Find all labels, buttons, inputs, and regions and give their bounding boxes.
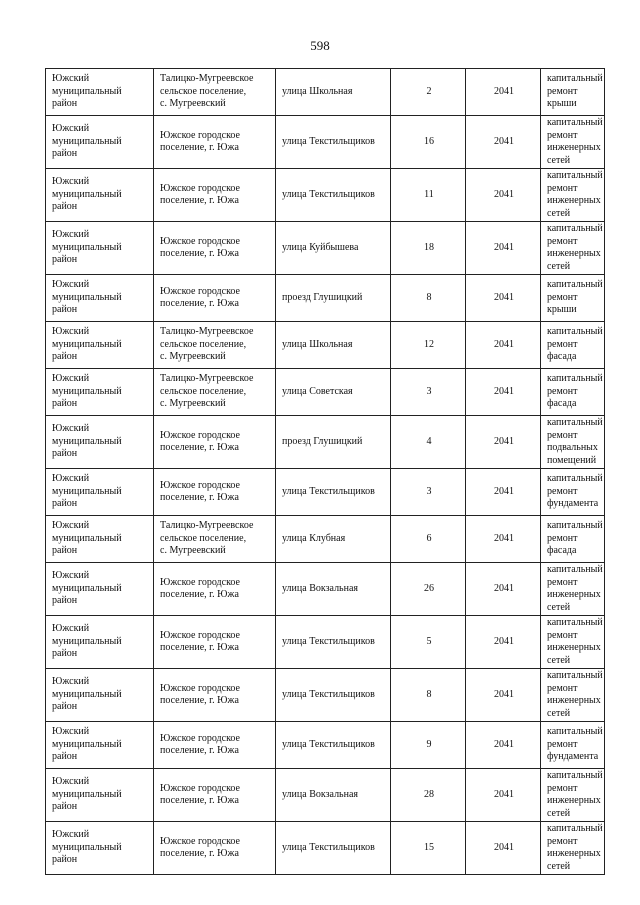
- settlement-cell: [154, 369, 276, 416]
- settlement-cell-line: Южское городское: [160, 129, 240, 141]
- district-cell-line: Южский: [52, 423, 90, 435]
- year-cell: 2041: [466, 516, 541, 563]
- district-cell-line: Южский: [52, 726, 90, 738]
- house-number-cell: 5: [391, 616, 466, 669]
- work-type-cell-line: капитальный: [547, 170, 603, 181]
- table-row: [46, 322, 605, 369]
- house-number-cell: 4: [391, 416, 466, 469]
- house-number-cell: 9: [391, 722, 466, 769]
- settlement-cell-line: поселение, г. Южа: [160, 695, 239, 706]
- work-type-cell-line: инженерных: [547, 848, 601, 859]
- work-type-cell-line: сетей: [547, 707, 571, 719]
- district-cell-line: муниципальный: [52, 135, 122, 147]
- work-type-cell-line: инженерных: [547, 142, 601, 153]
- repair-schedule-table: [45, 68, 605, 875]
- district-cell: [46, 769, 154, 822]
- settlement-cell-line: поселение, г. Южа: [160, 589, 239, 600]
- settlement-cell-line: Южское городское: [160, 682, 240, 694]
- settlement-cell: [154, 275, 276, 322]
- work-type-cell-line: инженерных: [547, 695, 601, 706]
- district-cell: [46, 616, 154, 669]
- settlement-cell: [154, 169, 276, 222]
- district-cell-line: район: [52, 801, 78, 813]
- year-cell: 2041: [466, 116, 541, 169]
- settlement-cell-line: Южское городское: [160, 576, 240, 588]
- district-cell-line: Южский: [52, 776, 90, 788]
- table-row: [46, 169, 605, 222]
- district-cell-line: муниципальный: [52, 85, 122, 97]
- district-cell-line: Южский: [52, 123, 90, 135]
- district-cell: [46, 416, 154, 469]
- work-type-cell-line: капитальный: [547, 770, 603, 781]
- settlement-cell-line: Южское городское: [160, 732, 240, 744]
- year-cell: 2041: [466, 722, 541, 769]
- house-number-cell: 26: [391, 563, 466, 616]
- work-type-cell-line: капитальный: [547, 617, 603, 628]
- house-number-cell: 15: [391, 822, 466, 875]
- work-type-cell-line: капитальный: [547, 670, 603, 681]
- street-cell: улица Куйбышева: [276, 222, 391, 275]
- district-cell: [46, 322, 154, 369]
- street-cell: улица Школьная: [276, 69, 391, 116]
- work-type-cell: [541, 369, 605, 416]
- district-cell-line: район: [52, 751, 78, 763]
- settlement-cell-line: Южское городское: [160, 235, 240, 247]
- house-number-cell: 28: [391, 769, 466, 822]
- year-cell: 2041: [466, 616, 541, 669]
- district-cell: [46, 116, 154, 169]
- district-cell-line: Южский: [52, 176, 90, 188]
- district-cell-line: Южский: [52, 279, 90, 291]
- street-cell: улица Текстильщиков: [276, 822, 391, 875]
- work-type-cell-line: капитальный: [547, 726, 603, 738]
- table-row: [46, 222, 605, 275]
- settlement-cell: [154, 722, 276, 769]
- year-cell: 2041: [466, 669, 541, 722]
- work-type-cell: [541, 769, 605, 822]
- table-row: [46, 616, 605, 669]
- district-cell-line: район: [52, 398, 78, 410]
- work-type-cell-line: сетей: [547, 860, 571, 872]
- work-type-cell: [541, 469, 605, 516]
- settlement-cell-line: Южское городское: [160, 782, 240, 794]
- page-number: 598: [310, 38, 330, 53]
- settlement-cell-line: сельское поселение,: [160, 532, 247, 544]
- table-row: [46, 822, 605, 875]
- work-type-cell-line: ремонт фасада: [547, 532, 578, 557]
- settlement-cell: [154, 769, 276, 822]
- district-cell-line: район: [52, 148, 78, 160]
- table-row: [46, 669, 605, 722]
- district-cell-line: район: [52, 701, 78, 713]
- work-type-cell-line: ремонт: [547, 682, 578, 694]
- year-cell: 2041: [466, 275, 541, 322]
- work-type-cell-line: ремонт фасада: [547, 338, 578, 363]
- year-cell: 2041: [466, 416, 541, 469]
- work-type-cell: [541, 275, 605, 322]
- settlement-cell-line: Южское городское: [160, 429, 240, 441]
- work-type-cell-line: ремонт: [547, 782, 578, 794]
- work-type-cell-line: ремонт: [547, 235, 578, 247]
- table-row: [46, 116, 605, 169]
- work-type-cell-line: ремонт: [547, 182, 578, 194]
- district-cell: [46, 222, 154, 275]
- work-type-cell-line: ремонт: [547, 738, 578, 750]
- settlement-cell-line: сельское поселение,: [160, 385, 247, 397]
- table-body: [46, 69, 605, 875]
- work-type-cell-line: капитальный: [547, 279, 603, 291]
- house-number-cell: 8: [391, 275, 466, 322]
- work-type-cell: [541, 563, 605, 616]
- district-cell-line: муниципальный: [52, 385, 122, 397]
- district-cell-line: муниципальный: [52, 241, 122, 253]
- district-cell-line: Южский: [52, 229, 90, 241]
- table-row: [46, 516, 605, 563]
- work-type-cell-line: ремонт крыши: [547, 85, 578, 110]
- settlement-cell-line: Талицко-Мугреевское: [160, 373, 254, 385]
- settlement-cell-line: поселение, г. Южа: [160, 142, 239, 153]
- work-type-cell-line: сетей: [547, 601, 571, 613]
- settlement-cell-line: сельское поселение,: [160, 338, 247, 350]
- district-cell-line: муниципальный: [52, 738, 122, 750]
- street-cell: улица Текстильщиков: [276, 722, 391, 769]
- district-cell-line: Южский: [52, 520, 90, 532]
- house-number-cell: 2: [391, 69, 466, 116]
- work-type-cell-line: инженерных: [547, 795, 601, 806]
- work-type-cell-line: ремонт: [547, 629, 578, 641]
- district-cell: [46, 69, 154, 116]
- district-cell-line: муниципальный: [52, 688, 122, 700]
- street-cell: улица Школьная: [276, 322, 391, 369]
- house-number-cell: 3: [391, 369, 466, 416]
- year-cell: 2041: [466, 822, 541, 875]
- district-cell-line: муниципальный: [52, 291, 122, 303]
- work-type-cell-line: ремонт: [547, 129, 578, 141]
- house-number-cell: 8: [391, 669, 466, 722]
- house-number-cell: 6: [391, 516, 466, 563]
- settlement-cell-line: поселение, г. Южа: [160, 795, 239, 806]
- district-cell: [46, 469, 154, 516]
- settlement-cell: [154, 822, 276, 875]
- house-number-cell: 18: [391, 222, 466, 275]
- street-cell: улица Советская: [276, 369, 391, 416]
- work-type-cell-line: сетей: [547, 207, 571, 219]
- street-cell: проезд Глушицкий: [276, 416, 391, 469]
- district-cell-line: муниципальный: [52, 841, 122, 853]
- work-type-cell-line: сетей: [547, 154, 571, 166]
- settlement-cell: [154, 222, 276, 275]
- district-cell-line: район: [52, 351, 78, 363]
- street-cell: улица Клубная: [276, 516, 391, 563]
- table-row: [46, 369, 605, 416]
- district-cell-line: район: [52, 498, 78, 510]
- work-type-cell: [541, 822, 605, 875]
- work-type-cell-line: капитальный: [547, 473, 603, 485]
- district-cell-line: район: [52, 304, 78, 316]
- settlement-cell: [154, 69, 276, 116]
- district-cell-line: район: [52, 448, 78, 460]
- district-cell: [46, 722, 154, 769]
- district-cell: [46, 563, 154, 616]
- district-cell: [46, 275, 154, 322]
- district-cell-line: муниципальный: [52, 485, 122, 497]
- settlement-cell-line: с. Мугреевский: [160, 351, 226, 363]
- settlement-cell: [154, 116, 276, 169]
- settlement-cell: [154, 616, 276, 669]
- work-type-cell-line: инженерных: [547, 589, 601, 600]
- district-cell-line: муниципальный: [52, 532, 122, 544]
- district-cell-line: Южский: [52, 373, 90, 385]
- settlement-cell-line: Талицко-Мугреевское: [160, 520, 254, 532]
- settlement-cell-line: поселение, г. Южа: [160, 442, 239, 453]
- district-cell-line: муниципальный: [52, 435, 122, 447]
- work-type-cell-line: ремонт фасада: [547, 385, 578, 410]
- work-type-cell-line: сетей: [547, 654, 571, 666]
- work-type-cell-line: сетей: [547, 807, 571, 819]
- work-type-cell-line: капитальный: [547, 520, 603, 532]
- settlement-cell-line: поселение, г. Южа: [160, 642, 239, 653]
- work-type-cell-line: сетей: [547, 260, 571, 272]
- house-number-cell: 11: [391, 169, 466, 222]
- district-cell-line: район: [52, 854, 78, 866]
- street-cell: улица Вокзальная: [276, 769, 391, 822]
- work-type-cell-line: капитальный: [547, 417, 603, 428]
- work-type-cell: [541, 722, 605, 769]
- house-number-cell: 12: [391, 322, 466, 369]
- table-row: [46, 416, 605, 469]
- district-cell-line: район: [52, 201, 78, 213]
- year-cell: 2041: [466, 369, 541, 416]
- settlement-cell-line: поселение, г. Южа: [160, 848, 239, 859]
- district-cell: [46, 169, 154, 222]
- year-cell: 2041: [466, 222, 541, 275]
- work-type-cell-line: ремонт крыши: [547, 291, 578, 316]
- work-type-cell-line: капитальный: [547, 373, 603, 385]
- work-type-cell-line: ремонт: [547, 835, 578, 847]
- work-type-cell-line: капитальный: [547, 73, 603, 85]
- settlement-cell-line: Южское городское: [160, 182, 240, 194]
- district-cell: [46, 822, 154, 875]
- work-type-cell: [541, 116, 605, 169]
- work-type-cell-line: фундамента: [547, 498, 599, 510]
- settlement-cell: [154, 322, 276, 369]
- table-row: [46, 275, 605, 322]
- work-type-cell-line: ремонт: [547, 429, 578, 441]
- work-type-cell-line: капитальный: [547, 223, 603, 234]
- settlement-cell-line: сельское поселение,: [160, 85, 247, 97]
- settlement-cell: [154, 469, 276, 516]
- street-cell: улица Текстильщиков: [276, 669, 391, 722]
- year-cell: 2041: [466, 769, 541, 822]
- year-cell: 2041: [466, 563, 541, 616]
- settlement-cell-line: Южское городское: [160, 629, 240, 641]
- district-cell-line: муниципальный: [52, 582, 122, 594]
- work-type-cell-line: подвальных: [547, 442, 598, 453]
- settlement-cell-line: поселение, г. Южа: [160, 298, 239, 309]
- settlement-cell-line: с. Мугреевский: [160, 545, 226, 557]
- settlement-cell-line: Южское городское: [160, 835, 240, 847]
- work-type-cell: [541, 516, 605, 563]
- district-cell-line: муниципальный: [52, 635, 122, 647]
- settlement-cell: [154, 416, 276, 469]
- street-cell: улица Вокзальная: [276, 563, 391, 616]
- work-type-cell-line: инженерных: [547, 195, 601, 206]
- district-cell: [46, 669, 154, 722]
- table-row: [46, 69, 605, 116]
- work-type-cell-line: инженерных: [547, 248, 601, 259]
- work-type-cell: [541, 322, 605, 369]
- table-row: [46, 469, 605, 516]
- work-type-cell-line: капитальный: [547, 326, 603, 338]
- work-type-cell-line: инженерных: [547, 642, 601, 653]
- settlement-cell-line: с. Мугреевский: [160, 398, 226, 410]
- year-cell: 2041: [466, 322, 541, 369]
- street-cell: улица Текстильщиков: [276, 469, 391, 516]
- street-cell: улица Текстильщиков: [276, 116, 391, 169]
- work-type-cell: [541, 616, 605, 669]
- district-cell-line: Южский: [52, 676, 90, 688]
- settlement-cell-line: поселение, г. Южа: [160, 248, 239, 259]
- year-cell: 2041: [466, 469, 541, 516]
- street-cell: улица Текстильщиков: [276, 169, 391, 222]
- district-cell-line: район: [52, 98, 78, 110]
- settlement-cell-line: с. Мугреевский: [160, 98, 226, 110]
- house-number-cell: 16: [391, 116, 466, 169]
- settlement-cell-line: Южское городское: [160, 285, 240, 297]
- work-type-cell-line: ремонт: [547, 576, 578, 588]
- work-type-cell-line: ремонт: [547, 485, 578, 497]
- work-type-cell-line: помещений: [547, 454, 597, 466]
- work-type-cell: [541, 69, 605, 116]
- work-type-cell: [541, 669, 605, 722]
- district-cell-line: район: [52, 254, 78, 266]
- district-cell-line: муниципальный: [52, 788, 122, 800]
- table-row: [46, 722, 605, 769]
- district-cell-line: район: [52, 648, 78, 660]
- settlement-cell-line: Талицко-Мугреевское: [160, 326, 254, 338]
- district-cell-line: район: [52, 595, 78, 607]
- street-cell: проезд Глушицкий: [276, 275, 391, 322]
- district-cell-line: район: [52, 545, 78, 557]
- district-cell-line: Южский: [52, 829, 90, 841]
- district-cell-line: Южский: [52, 326, 90, 338]
- settlement-cell: [154, 516, 276, 563]
- house-number-cell: 3: [391, 469, 466, 516]
- district-cell: [46, 369, 154, 416]
- district-cell-line: Южский: [52, 73, 90, 85]
- work-type-cell-line: капитальный: [547, 564, 603, 575]
- district-cell-line: Южский: [52, 623, 90, 635]
- year-cell: 2041: [466, 69, 541, 116]
- work-type-cell-line: капитальный: [547, 117, 603, 128]
- settlement-cell: [154, 669, 276, 722]
- district-cell: [46, 516, 154, 563]
- settlement-cell-line: Южское городское: [160, 479, 240, 491]
- district-cell-line: Южский: [52, 473, 90, 485]
- work-type-cell: [541, 416, 605, 469]
- work-type-cell-line: фундамента: [547, 751, 599, 763]
- settlement-cell-line: поселение, г. Южа: [160, 195, 239, 206]
- district-cell-line: Южский: [52, 570, 90, 582]
- year-cell: 2041: [466, 169, 541, 222]
- work-type-cell: [541, 222, 605, 275]
- district-cell-line: муниципальный: [52, 188, 122, 200]
- settlement-cell-line: Талицко-Мугреевское: [160, 73, 254, 85]
- table-row: [46, 769, 605, 822]
- settlement-cell-line: поселение, г. Южа: [160, 492, 239, 503]
- work-type-cell-line: капитальный: [547, 823, 603, 834]
- street-cell: улица Текстильщиков: [276, 616, 391, 669]
- district-cell-line: муниципальный: [52, 338, 122, 350]
- table-row: [46, 563, 605, 616]
- work-type-cell: [541, 169, 605, 222]
- settlement-cell: [154, 563, 276, 616]
- settlement-cell-line: поселение, г. Южа: [160, 745, 239, 756]
